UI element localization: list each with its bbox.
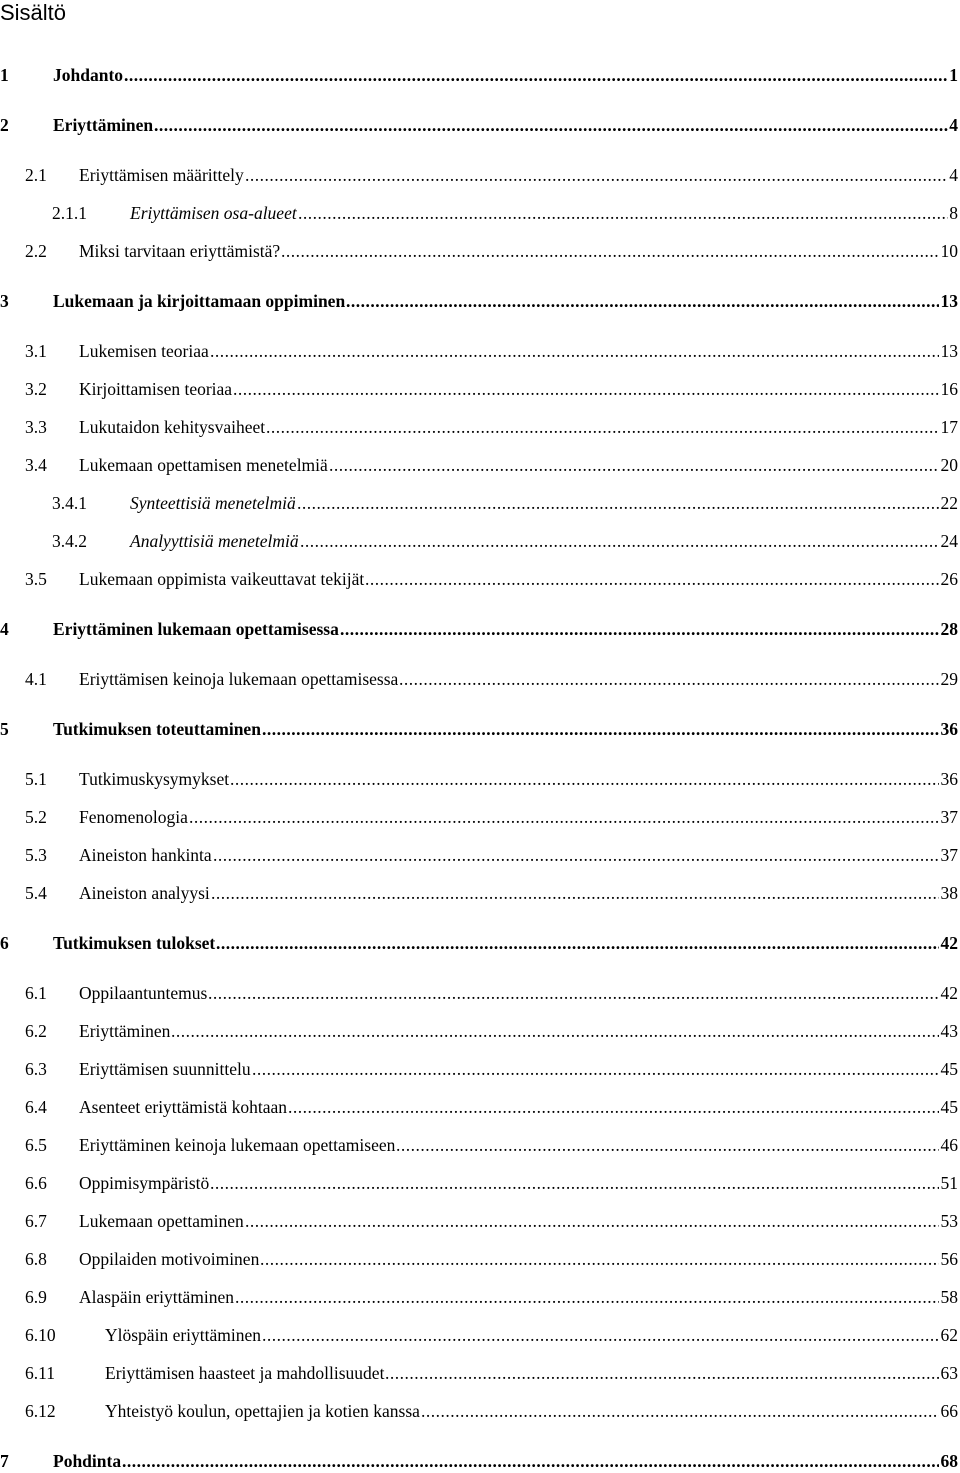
toc-entry-title: Asenteet eriyttämistä kohtaan [79,1097,287,1117]
toc-entry-page: 29 [940,669,958,689]
toc-entry[interactable] [0,1095,958,1119]
toc-entry-page: 42 [940,983,958,1003]
toc-entry-number: 3.4.1 [52,493,87,513]
toc-entry-number: 6.4 [25,1097,47,1117]
toc-entry-title: Lukutaidon kehitysvaiheet [79,417,266,437]
toc-entry[interactable] [0,843,958,867]
toc-entry-page: 28 [940,619,958,639]
toc-entry[interactable] [0,805,958,829]
toc-entry-number: 4.1 [25,669,47,689]
toc-entry-number: 3.4 [25,455,47,475]
toc-entry-number: 2 [0,115,9,135]
toc-entry-number: 6.9 [25,1287,47,1307]
toc-entry[interactable] [0,113,958,137]
toc-entry-number: 3.1 [25,341,47,361]
toc-entry[interactable] [0,453,958,477]
toc-entry-number: 6.11 [25,1363,55,1383]
toc-entry-title: Eriyttämisen osa-alueet [130,203,297,223]
toc-entry-page: 13 [940,341,958,361]
toc-entry-title: Oppilaantuntemus [79,983,208,1003]
toc-dot-leader [346,289,939,313]
toc-entry-number: 5.2 [25,807,47,827]
toc-entry-title: Pohdinta [53,1451,122,1471]
toc-entry-page: 26 [940,569,958,589]
toc-entry-number: 6.3 [25,1059,47,1079]
toc-entry[interactable] [0,1399,958,1423]
toc-dot-leader [210,339,939,363]
toc-entry[interactable] [0,63,958,87]
toc-entry-title: Tutkimuskysymykset [79,769,230,789]
toc-dot-leader [281,239,939,263]
toc-entry-title: Miksi tarvitaan eriyttämistä? [79,241,281,261]
toc-dot-leader [260,1247,939,1271]
toc-entry-number: 3 [0,291,9,311]
toc-dot-leader [245,163,948,187]
toc-entry-number: 6.2 [25,1021,47,1041]
toc-entry-title: Eriyttäminen [53,115,154,135]
toc-entry-title: Lukemaan ja kirjoittamaan oppiminen [53,291,346,311]
toc-entry-page: 66 [940,1401,958,1421]
toc-entry[interactable] [0,1209,958,1233]
toc-entry-page: 20 [940,455,958,475]
toc-entry-number: 6.12 [25,1401,56,1421]
toc-entry-page: 51 [940,1173,958,1193]
toc-dot-leader [122,1449,939,1473]
toc-entry-number: 2.1 [25,165,47,185]
toc-entry-page: 43 [940,1021,958,1041]
toc-entry[interactable] [0,1057,958,1081]
toc-heading: Sisältö [0,0,67,25]
toc-entry-title: Lukemaan oppimista vaikeuttavat tekijät [79,569,365,589]
toc-dot-leader [399,667,939,691]
toc-entry-title: Yhteistyö koulun, opettajien ja kotien kanssa [105,1401,420,1421]
toc-entry-page: 45 [940,1059,958,1079]
toc-dot-leader [171,1019,939,1043]
toc-entry-number: 2.1.1 [52,203,87,223]
toc-entry-page: 46 [940,1135,958,1155]
toc-dot-leader [262,717,939,741]
toc-entry[interactable] [0,491,958,515]
toc-entry-number: 3.3 [25,417,47,437]
toc-dot-leader [266,415,939,439]
toc-entry[interactable] [0,981,958,1005]
toc-entry-page: 22 [940,493,958,513]
toc-entry-number: 6.7 [25,1211,47,1231]
toc-dot-leader [365,567,939,591]
toc-entry-title: Kirjoittamisen teoriaa [79,379,233,399]
toc-dot-leader [252,1057,939,1081]
toc-dot-leader [340,617,939,641]
toc-entry[interactable] [0,1361,958,1385]
toc-entry[interactable] [0,717,958,741]
toc-entry-title: Johdanto [53,65,124,85]
toc-entry-title: Lukemisen teoriaa [79,341,209,361]
toc-entry-title: Eriyttäminen lukemaan opettamisessa [53,619,339,639]
toc-entry-page: 36 [940,769,958,789]
toc-dot-leader [124,63,948,87]
toc-entry-page: 68 [940,1451,958,1471]
toc-entry-page: 1 [949,65,958,85]
toc-entry-title: Eriyttämisen haasteet ja mahdollisuudet [105,1363,385,1383]
toc-dot-leader [235,1285,939,1309]
toc-entry-title: Oppimisympäristö [79,1173,210,1193]
toc-entry[interactable] [0,201,958,225]
toc-entry[interactable] [0,767,958,791]
toc-entry[interactable] [0,377,958,401]
toc-dot-leader [189,805,939,829]
toc-entry-title: Aineiston hankinta [79,845,212,865]
toc-entry[interactable] [0,529,958,553]
toc-dot-leader [421,1399,939,1423]
toc-entry[interactable] [0,1285,958,1309]
toc-entry-title: Fenomenologia [79,807,188,827]
toc-entry-number: 6.10 [25,1325,56,1345]
toc-entry-page: 37 [940,845,958,865]
toc-entry-number: 6.8 [25,1249,47,1269]
toc-entry-page: 58 [940,1287,958,1307]
toc-dot-leader [154,113,948,137]
toc-dot-leader [385,1361,939,1385]
toc-entry[interactable] [0,163,958,187]
toc-entry[interactable] [0,339,958,363]
toc-dot-leader [396,1133,939,1157]
toc-entry-title: Synteettisiä menetelmiä [130,493,296,513]
toc-dot-leader [298,201,948,225]
toc-entry-page: 10 [940,241,958,261]
toc-entry-page: 63 [940,1363,958,1383]
toc-dot-leader [233,377,939,401]
toc-dot-leader [262,1323,939,1347]
toc-entry-title: Ylöspäin eriyttäminen [105,1325,262,1345]
toc-entry-number: 6.5 [25,1135,47,1155]
toc-entry-page: 37 [940,807,958,827]
toc-entry-page: 4 [949,165,958,185]
toc-dot-leader [300,529,939,553]
toc-dot-leader [210,1171,939,1195]
toc-entry-number: 2.2 [25,241,47,261]
toc-entry[interactable] [0,1133,958,1157]
toc-entry-title: Eriyttämisen määrittely [79,165,244,185]
toc-dot-leader [211,881,939,905]
toc-entry-number: 3.4.2 [52,531,87,551]
toc-entry[interactable] [0,931,958,955]
toc-entry-page: 4 [949,115,958,135]
toc-entry-number: 6.1 [25,983,47,1003]
toc-entry-title: Oppilaiden motivoiminen [79,1249,260,1269]
toc-entry-page: 8 [949,203,958,223]
toc-entry-page: 13 [940,291,958,311]
toc-entry-page: 38 [940,883,958,903]
toc-dot-leader [329,453,939,477]
toc-entry-page: 45 [940,1097,958,1117]
toc-entry-number: 3.5 [25,569,47,589]
toc-entry[interactable] [0,1247,958,1271]
toc-entry-title: Tutkimuksen tulokset [53,933,216,953]
toc-entry-number: 5.4 [25,883,47,903]
toc-entry-title: Aineiston analyysi [79,883,210,903]
toc-entry-page: 62 [940,1325,958,1345]
toc-dot-leader [213,843,939,867]
toc-entry-title: Lukemaan opettamisen menetelmiä [79,455,328,475]
toc-entry-title: Analyyttisiä menetelmiä [130,531,299,551]
toc-entry[interactable] [0,1323,958,1347]
toc-entry[interactable] [0,667,958,691]
toc-entry-number: 5.1 [25,769,47,789]
toc-entry-number: 6 [0,933,9,953]
toc-entry-title: Lukemaan opettaminen [79,1211,244,1231]
toc-entry-page: 42 [940,933,958,953]
toc-entry-number: 4 [0,619,9,639]
toc-entry-page: 53 [940,1211,958,1231]
toc-entry-page: 36 [940,719,958,739]
toc-entry-title: Alaspäin eriyttäminen [79,1287,235,1307]
toc-entry[interactable] [0,567,958,591]
toc-entry[interactable] [0,1171,958,1195]
toc-entry[interactable] [0,1449,958,1473]
toc-entry-title: Eriyttämisen keinoja lukemaan opettamisessa [79,669,399,689]
toc-entry[interactable] [0,239,958,263]
toc-entry-page: 17 [940,417,958,437]
toc-entry-number: 5 [0,719,9,739]
toc-entry[interactable] [0,415,958,439]
toc-entry-title: Eriyttäminen [79,1021,171,1041]
toc-dot-leader [230,767,939,791]
toc-dot-leader [297,491,939,515]
toc-entry-number: 6.6 [25,1173,47,1193]
toc-entry-page: 16 [940,379,958,399]
toc-entry-title: Tutkimuksen toteuttaminen [53,719,261,739]
toc-entry-number: 1 [0,65,9,85]
toc-entry[interactable] [0,617,958,641]
toc-dot-leader [245,1209,939,1233]
toc-entry-title: Eriyttäminen keinoja lukemaan opettamiseen [79,1135,396,1155]
toc-entry[interactable] [0,881,958,905]
toc-entry[interactable] [0,289,958,313]
toc-dot-leader [216,931,939,955]
toc-entry-number: 3.2 [25,379,47,399]
toc-entry-number: 7 [0,1451,9,1471]
toc-dot-leader [208,981,939,1005]
toc-entry-page: 24 [940,531,958,551]
toc-entry-number: 5.3 [25,845,47,865]
toc-entry-title: Eriyttämisen suunnittelu [79,1059,251,1079]
toc-dot-leader [288,1095,939,1119]
toc-entry[interactable] [0,1019,958,1043]
toc-entry-page: 56 [940,1249,958,1269]
